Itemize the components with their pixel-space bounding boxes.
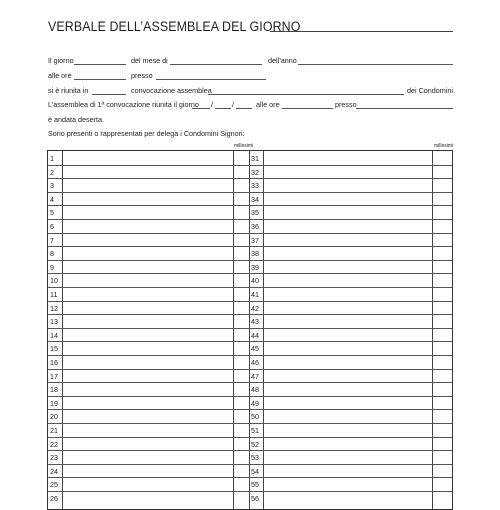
- row-number-left: 26: [50, 494, 58, 503]
- field-convocazione[interactable]: [92, 94, 126, 95]
- row-number-left: 7: [50, 235, 54, 245]
- page-title: VERBALE DELL’ASSEMBLEA DEL GIORNO: [48, 19, 301, 34]
- field-presso[interactable]: [156, 79, 266, 80]
- label-presso: presso: [131, 71, 153, 80]
- table-row-divider: [48, 409, 452, 410]
- row-number-left: 6: [50, 222, 54, 231]
- date-field-line[interactable]: [270, 31, 453, 32]
- table-row-divider: [48, 423, 452, 424]
- row-number-left: 23: [50, 453, 58, 463]
- label-del-mese-di: del mese di: [131, 56, 168, 65]
- row-number-right: 56: [251, 494, 259, 503]
- table-row-divider: [48, 477, 452, 478]
- row-number-right: 42: [251, 303, 259, 313]
- row-number-right: 47: [251, 371, 259, 381]
- row-number-left: 13: [50, 317, 58, 327]
- label-dei-condomini: dei Condomini.: [407, 86, 455, 95]
- field-ore[interactable]: [74, 79, 126, 80]
- row-number-left: 8: [50, 249, 54, 259]
- label-presso-2: presso: [335, 100, 357, 109]
- row-number-right: 40: [251, 276, 259, 286]
- label-alle-ore-2: alle ore: [256, 100, 280, 109]
- millesimi-header-right: millesimi: [434, 143, 454, 149]
- table-row-divider: [48, 369, 452, 370]
- label-convocazione-assemblea: convocazione assemblea: [131, 86, 212, 95]
- label-dell-anno: dell’anno: [268, 56, 297, 65]
- table-row-divider: [48, 314, 452, 315]
- row-number-right: 52: [251, 439, 259, 449]
- row-number-left: 4: [50, 194, 54, 204]
- row-number-right: 49: [251, 398, 259, 408]
- field-mese-1[interactable]: [215, 108, 231, 109]
- row-number-right: 33: [251, 181, 259, 191]
- row-number-right: 53: [251, 453, 259, 463]
- attendance-table: [47, 143, 454, 510]
- table-row-divider: [48, 165, 452, 166]
- row-number-right: 37: [251, 235, 259, 245]
- label-prima-convocazione: L’assemblea di 1ª convocazione riunita il giorno: [48, 100, 199, 109]
- table-row-divider: [48, 205, 452, 206]
- table-row-divider: [48, 382, 452, 383]
- table-row-divider: [48, 273, 452, 274]
- row-number-left: 24: [50, 466, 58, 476]
- row-number-left: 22: [50, 439, 58, 449]
- field-assemblea[interactable]: [208, 94, 404, 95]
- row-number-left: 3: [50, 181, 54, 191]
- date-slash-1: /: [211, 100, 213, 109]
- row-number-right: 35: [251, 208, 259, 218]
- row-number-right: 48: [251, 385, 259, 395]
- label-presenti: Sono presenti o rappresentati per delega i Condomini Signori:: [48, 129, 245, 138]
- row-number-left: 5: [50, 208, 54, 218]
- row-number-right: 54: [251, 466, 259, 476]
- row-number-left: 19: [50, 398, 58, 408]
- row-number-left: 9: [50, 262, 54, 272]
- row-number-right: 51: [251, 426, 259, 435]
- row-number-left: 14: [50, 330, 58, 340]
- row-number-right: 32: [251, 167, 259, 177]
- millesimi-header-left: millesimi: [234, 143, 254, 149]
- table-row-divider: [48, 355, 452, 356]
- row-number-right: 38: [251, 249, 259, 259]
- table-row-divider: [48, 246, 452, 247]
- row-number-right: 41: [251, 290, 259, 299]
- table-row-divider: [48, 464, 452, 465]
- row-number-right: 46: [251, 358, 259, 367]
- row-number-right: 39: [251, 262, 259, 272]
- row-number-left: 18: [50, 385, 58, 395]
- table-row-divider: [48, 491, 452, 492]
- field-giorno[interactable]: [74, 64, 126, 65]
- row-number-right: 36: [251, 222, 259, 231]
- table-row-divider: [48, 341, 452, 342]
- row-number-right: 50: [251, 412, 259, 422]
- row-number-right: 45: [251, 344, 259, 354]
- field-anno[interactable]: [298, 64, 453, 65]
- table-row-divider: [48, 450, 452, 451]
- table-row-divider: [48, 437, 452, 438]
- row-number-left: 11: [50, 290, 58, 299]
- row-number-left: 17: [50, 371, 58, 381]
- row-number-right: 31: [251, 154, 259, 163]
- field-mese[interactable]: [170, 64, 262, 65]
- field-presso-2[interactable]: [356, 108, 453, 109]
- label-il-giorno: Il giorno: [48, 56, 74, 65]
- row-number-right: 34: [251, 194, 259, 204]
- row-number-left: 12: [50, 303, 58, 313]
- row-number-right: 44: [251, 330, 259, 340]
- field-anno-1[interactable]: [236, 108, 252, 109]
- table-row-divider: [48, 260, 452, 261]
- row-number-left: 25: [50, 480, 58, 490]
- table-row-divider: [48, 287, 452, 288]
- label-si-e-riunita-in: si è riunita in: [48, 86, 89, 95]
- field-giorno-1[interactable]: [192, 108, 210, 109]
- date-slash-2: /: [232, 100, 234, 109]
- label-andata-deserta: è andata deserta.: [48, 115, 104, 124]
- row-number-right: 43: [251, 317, 259, 327]
- row-number-left: 20: [50, 412, 58, 422]
- row-number-left: 1: [50, 154, 54, 163]
- table-row-divider: [48, 233, 452, 234]
- field-ore-2[interactable]: [282, 108, 333, 109]
- table-row-divider: [48, 396, 452, 397]
- table-row-divider: [48, 328, 452, 329]
- row-number-left: 10: [50, 276, 58, 286]
- table-row-divider: [48, 219, 452, 220]
- row-number-left: 16: [50, 358, 58, 367]
- row-number-left: 2: [50, 167, 54, 177]
- table-row-divider: [48, 192, 452, 193]
- label-alle-ore: alle ore: [48, 71, 72, 80]
- table-row-divider: [48, 301, 452, 302]
- row-number-right: 55: [251, 480, 259, 490]
- table-row-divider: [48, 178, 452, 179]
- row-number-left: 15: [50, 344, 58, 354]
- row-number-left: 21: [50, 426, 58, 435]
